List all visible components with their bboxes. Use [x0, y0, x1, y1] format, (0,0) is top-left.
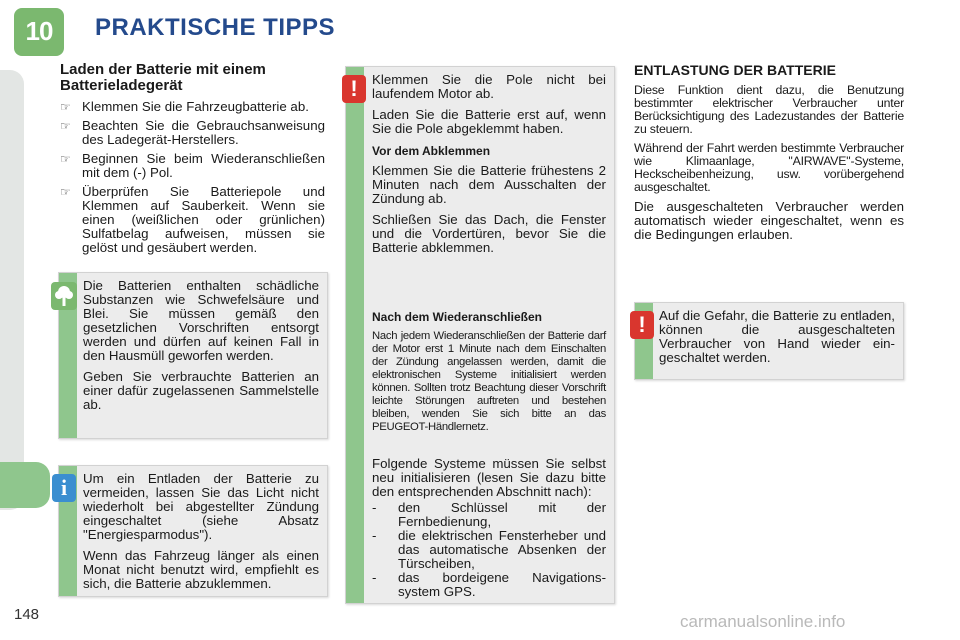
list-item: - den Schlüssel mit der Fernbedienung,: [372, 500, 606, 529]
list-item: ☞ Klemmen Sie die Fahrzeugbatterie ab.: [60, 99, 309, 114]
charging-section: [60, 62, 325, 260]
after-reconnect-text: Nach jedem Wiederanschließen der Batterie darf der Motor erst 1 Minute nach dem Einschalten der Zündung angelassen werden, damit die elektronischen Systeme initialisiert werden können. Sollten trotz Beachtung dieser Vorschrift leichte Störungen auftreten und bestehen bleiben, wenden Sie sich bitte an das PEUGEOT-Händlernetz.: [372, 330, 606, 433]
side-tab-active: [0, 462, 50, 508]
list-item: - die elektrischen Fensterheber und das automatische Absenken der Türscheiben,: [372, 528, 606, 571]
eco-note-paragraph: Die Batterien enthalten schädliche Substanzen wie Schwefelsäure und Blei. Sie müssen gemäß den gesetzlichen Vorschriften entsorgt werden und dürfen auf keinen Fall in den Hausmüll geworfen werden.: [83, 278, 319, 363]
list-item: ☞ Beginnen Sie beim Wiederanschließen mit dem (-) Pol.: [60, 151, 325, 180]
charging-heading: Laden der Batterie mit einem Batterieladegerät: [60, 61, 266, 94]
chapter-number-badge: 10: [14, 8, 64, 56]
warning-relief-box: [634, 302, 904, 380]
eco-note-box: [58, 272, 328, 439]
info-icon: i: [52, 474, 76, 502]
relief-heading: ENTLASTUNG DER BATTERIE: [634, 62, 836, 78]
systems-intro: Folgende Systeme müssen Sie selbst neu initialisieren (lesen Sie dazu bitte den entsprechenden Abschnitt nach):: [372, 456, 606, 499]
warning-battery-box: [345, 66, 615, 604]
warning-icon: !: [630, 311, 654, 339]
note-bar: [346, 67, 364, 603]
before-disconnect-heading: Vor dem Abklemmen: [372, 144, 491, 158]
warning-icon: !: [342, 75, 366, 103]
list-item: ☞ Überprüfen Sie Batteriepole und Klemmen auf Sauberkeit. Wenn sie einen (weißlichen oder grünlichen) Sulfatbelag aufweisen, müssen sie gelöst und gesäubert werden.: [60, 184, 325, 255]
pointing-hand-icon: ☞: [60, 152, 71, 166]
page-number: 148: [14, 606, 40, 623]
warning-paragraph: Klemmen Sie die Batterie frühestens 2 Minuten nach dem Ausschalten der Zündung ab.: [372, 163, 606, 206]
systems-list: [372, 501, 606, 599]
relief-paragraph: Während der Fahrt werden bestimmte Verbraucher wie Klimaanlage, "AIRWAVE"-Systeme, Heckscheibenheizung, usw. vorübergehend ausgeschaltet.: [634, 141, 904, 194]
battery-relief-section: [634, 62, 904, 248]
warning-relief-text: Auf die Gefahr, die Batterie zu entladen, können die ausgeschalteten Verbraucher von Hand wieder ein-geschaltet werden.: [659, 308, 895, 365]
info-note-box: [58, 465, 328, 597]
warning-paragraph: Laden Sie die Batterie erst auf, wenn Sie die Pole abgeklemmt haben.: [372, 107, 606, 136]
info-note-paragraph: Wenn das Fahrzeug länger als einen Monat nicht benutzt wird, empfiehlt es sich, die Batterie abzuklemmen.: [83, 548, 319, 591]
side-tab-strip: [0, 70, 24, 510]
warning-paragraph: Schließen Sie das Dach, die Fenster und die Vordertüren, bevor Sie die Batterie abklemmen.: [372, 212, 606, 255]
warning-paragraph: Klemmen Sie die Pole nicht bei laufendem Motor ab.: [372, 72, 606, 101]
relief-paragraph: Diese Funktion dient dazu, die Benutzung bestimmter elektrischer Verbraucher unter Berücksichtigung des Ladezustandes der Batterie zu steuern.: [634, 83, 904, 136]
info-note-paragraph: Um ein Entladen der Batterie zu vermeiden, lassen Sie das Licht nicht wiederholt bei abgestellter Zündung eingeschaltet (siehe Absatz "Energiesparmodus").: [83, 471, 319, 542]
relief-paragraph: Die ausgeschalteten Verbraucher werden automatisch wieder eingeschaltet, wenn es die Bedingungen erlauben.: [634, 199, 904, 242]
pointing-hand-icon: ☞: [60, 100, 71, 114]
pointing-hand-icon: ☞: [60, 119, 71, 133]
page-title: PRAKTISCHE TIPPS: [95, 14, 336, 41]
tree-icon: [51, 282, 77, 310]
after-reconnect-heading: Nach dem Wiederanschließen: [372, 310, 542, 324]
pointing-hand-icon: ☞: [60, 185, 71, 199]
watermark: carmanualsonline.info: [680, 612, 846, 631]
charging-bullets: [60, 100, 325, 255]
eco-note-paragraph: Geben Sie verbrauchte Batterien an einer dafür zugelassenen Sammelstelle ab.: [83, 369, 319, 412]
list-item: - das bordeigene Navigations-system GPS.: [372, 570, 606, 599]
list-item: ☞ Beachten Sie die Gebrauchsanweisung des Ladegerät-Herstellers.: [60, 118, 325, 147]
